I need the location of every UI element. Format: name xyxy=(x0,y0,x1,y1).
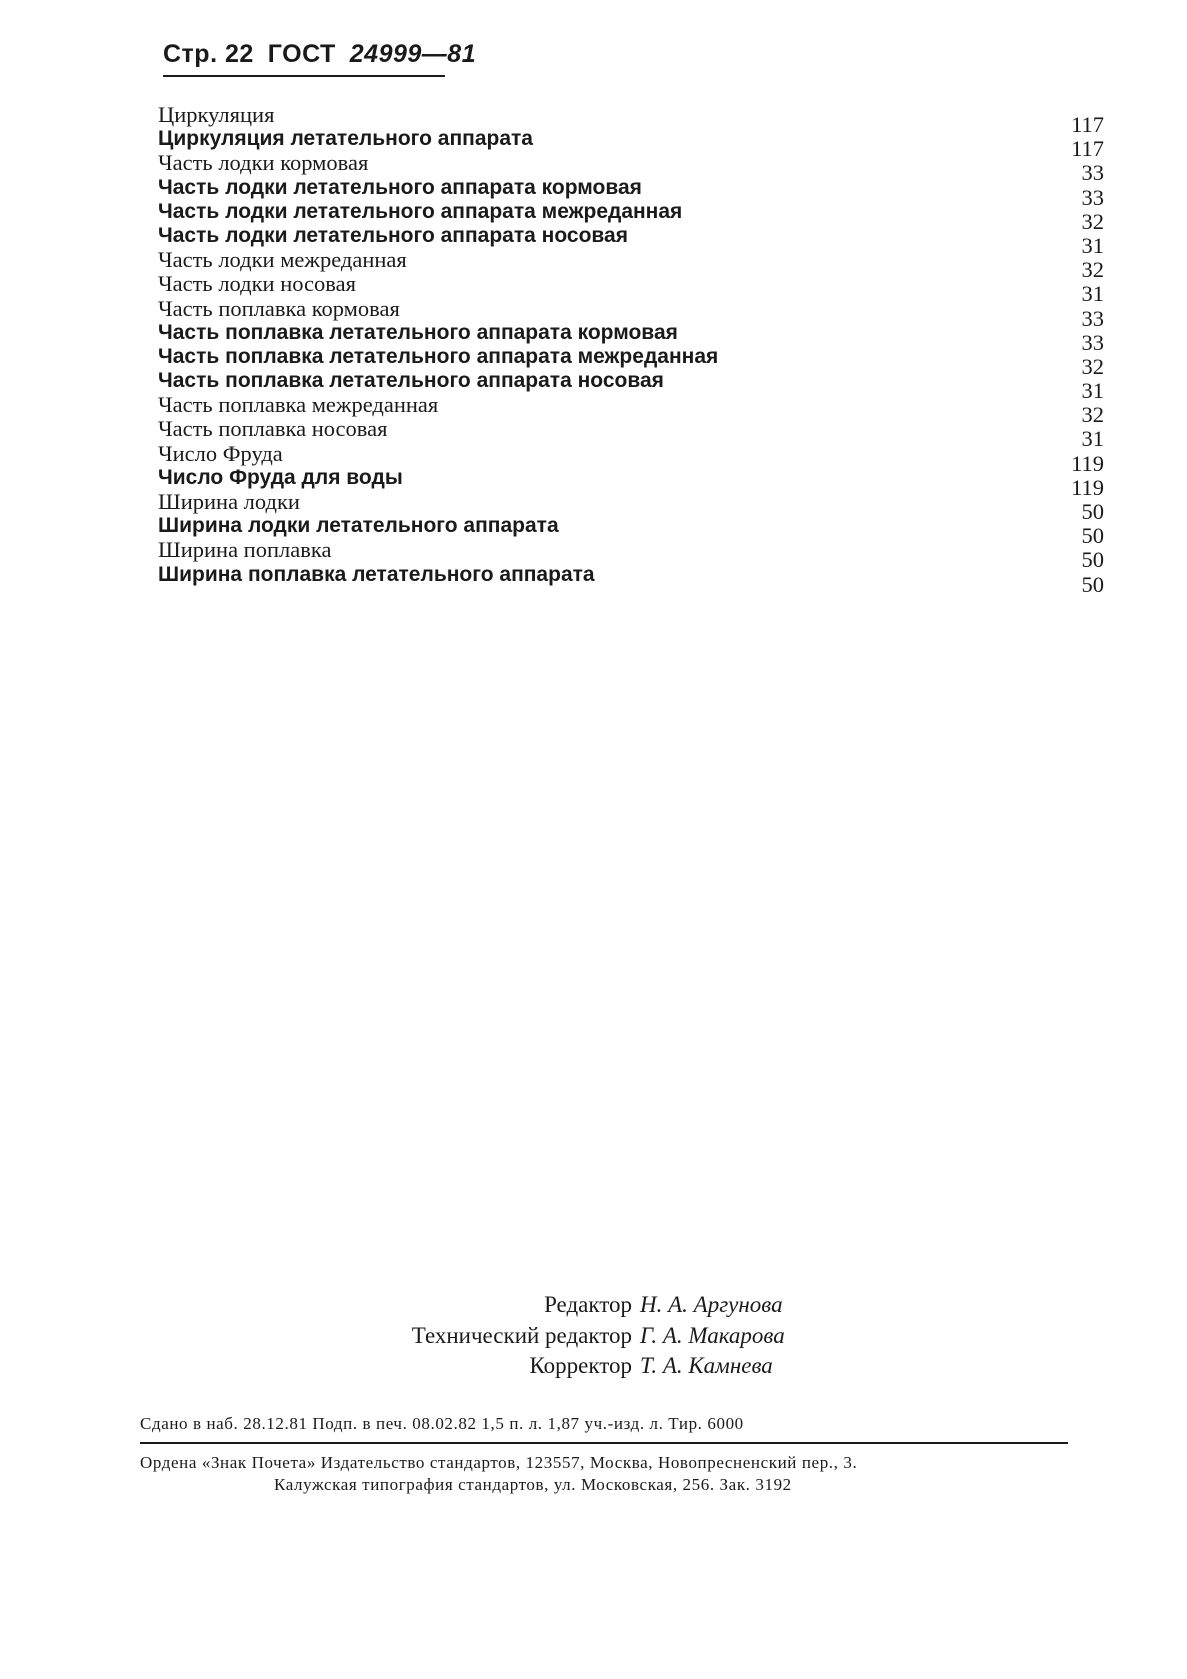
index-term: Часть лодки летательного аппарата межреданная xyxy=(158,199,683,223)
staff-name: Г. А. Макарова xyxy=(640,1322,785,1348)
index-entry xyxy=(158,271,1104,307)
index-entry xyxy=(158,320,1104,355)
index-entry xyxy=(158,175,1104,210)
index-entry xyxy=(158,562,1104,597)
index-entry xyxy=(158,199,1104,234)
editorial-staff xyxy=(0,1290,1187,1382)
subject-index xyxy=(158,102,1104,597)
index-term: Часть поплавка летательного аппарата носовая xyxy=(158,369,664,393)
index-page-number: 32 xyxy=(1081,353,1104,379)
index-page-number: 31 xyxy=(1081,232,1104,258)
index-entry xyxy=(158,514,1104,549)
index-entry xyxy=(158,150,1104,186)
staff-role: Редактор xyxy=(544,1292,632,1317)
staff-line xyxy=(0,1351,1187,1382)
index-term: Часть поплавка летательного аппарата кормовая xyxy=(158,320,678,344)
index-term: Часть лодки летательного аппарата носовая xyxy=(158,223,628,247)
printer-info: Калужская типография стандартов, ул. Московская, 256. Зак. 3192 xyxy=(274,1475,792,1494)
index-page-number: 33 xyxy=(1081,184,1104,210)
imprint-divider xyxy=(140,1442,1068,1444)
index-page-number: 33 xyxy=(1081,305,1104,331)
standard-label: ГОСТ xyxy=(267,40,336,68)
staff-name: Т. А. Камнева xyxy=(640,1353,773,1378)
index-entry xyxy=(158,344,1104,379)
page-number-label: Стр. 22 xyxy=(163,40,254,68)
staff-role: Технический редактор xyxy=(411,1322,632,1348)
index-page-number: 32 xyxy=(1081,257,1104,283)
index-term: Число Фруда для воды xyxy=(158,465,403,489)
index-page-number: 50 xyxy=(1081,547,1104,573)
index-page-number: 31 xyxy=(1081,426,1104,452)
index-entry xyxy=(158,465,1104,500)
index-term: Часть лодки носовая xyxy=(158,271,356,297)
index-page-number: 31 xyxy=(1081,281,1104,307)
index-entry xyxy=(158,223,1104,258)
index-term: Часть лодки межреданная xyxy=(158,247,407,273)
index-page-number: 50 xyxy=(1081,523,1104,549)
index-entry xyxy=(158,369,1104,404)
index-page-number: 32 xyxy=(1081,208,1104,234)
index-page-number: 33 xyxy=(1081,329,1104,355)
index-entry xyxy=(158,416,1104,452)
staff-name: Н. А. Аргунова xyxy=(640,1292,783,1317)
index-entry xyxy=(158,392,1104,428)
index-page-number: 119 xyxy=(1071,450,1104,476)
index-term: Часть поплавка летательного аппарата межреданная xyxy=(158,344,719,368)
index-entry xyxy=(158,489,1104,524)
index-term: Ширина лодки xyxy=(158,489,300,514)
index-term: Часть лодки летательного аппарата кормовая xyxy=(158,175,642,199)
index-page-number: 50 xyxy=(1081,571,1104,597)
index-page-number: 117 xyxy=(1071,136,1104,162)
index-term: Циркуляция xyxy=(158,102,275,127)
index-entry xyxy=(158,102,1104,137)
index-page-number: 119 xyxy=(1071,474,1104,500)
index-entry xyxy=(158,295,1104,331)
index-page-number: 31 xyxy=(1081,378,1104,404)
standard-number: 24999—81 xyxy=(349,40,477,68)
staff-line xyxy=(0,1321,1187,1352)
index-term: Число Фруда xyxy=(158,440,283,466)
index-term: Часть поплавка кормовая xyxy=(158,295,400,321)
index-page-number: 117 xyxy=(1071,112,1104,137)
index-term: Ширина поплавка летательного аппарата xyxy=(158,562,595,586)
index-term: Циркуляция летательного аппарата xyxy=(158,127,533,151)
index-entry xyxy=(158,127,1104,162)
index-page-number: 33 xyxy=(1081,160,1104,186)
page-header xyxy=(163,40,477,77)
staff-role: Корректор xyxy=(529,1353,632,1378)
index-page-number: 50 xyxy=(1081,499,1104,524)
production-info: Сдано в наб. 28.12.81 Подп. в печ. 08.02.82 1,5 п. л. 1,87 уч.-изд. л. Тир. 6000 xyxy=(140,1414,744,1433)
index-term: Часть поплавка носовая xyxy=(158,416,388,442)
index-term: Часть лодки кормовая xyxy=(158,150,369,176)
index-term: Ширина лодки летательного аппарата xyxy=(158,514,559,538)
index-entry xyxy=(158,537,1104,573)
imprint-block xyxy=(140,1410,1080,1496)
index-term: Ширина поплавка xyxy=(158,537,332,563)
index-page-number: 32 xyxy=(1081,402,1104,428)
staff-line xyxy=(0,1290,1187,1321)
publisher-info: Ордена «Знак Почета» Издательство стандартов, 123557, Москва, Новопресненский пер., 3. xyxy=(140,1453,858,1472)
index-term: Часть поплавка межреданная xyxy=(158,392,439,418)
index-entry xyxy=(158,247,1104,283)
index-entry xyxy=(158,440,1104,476)
